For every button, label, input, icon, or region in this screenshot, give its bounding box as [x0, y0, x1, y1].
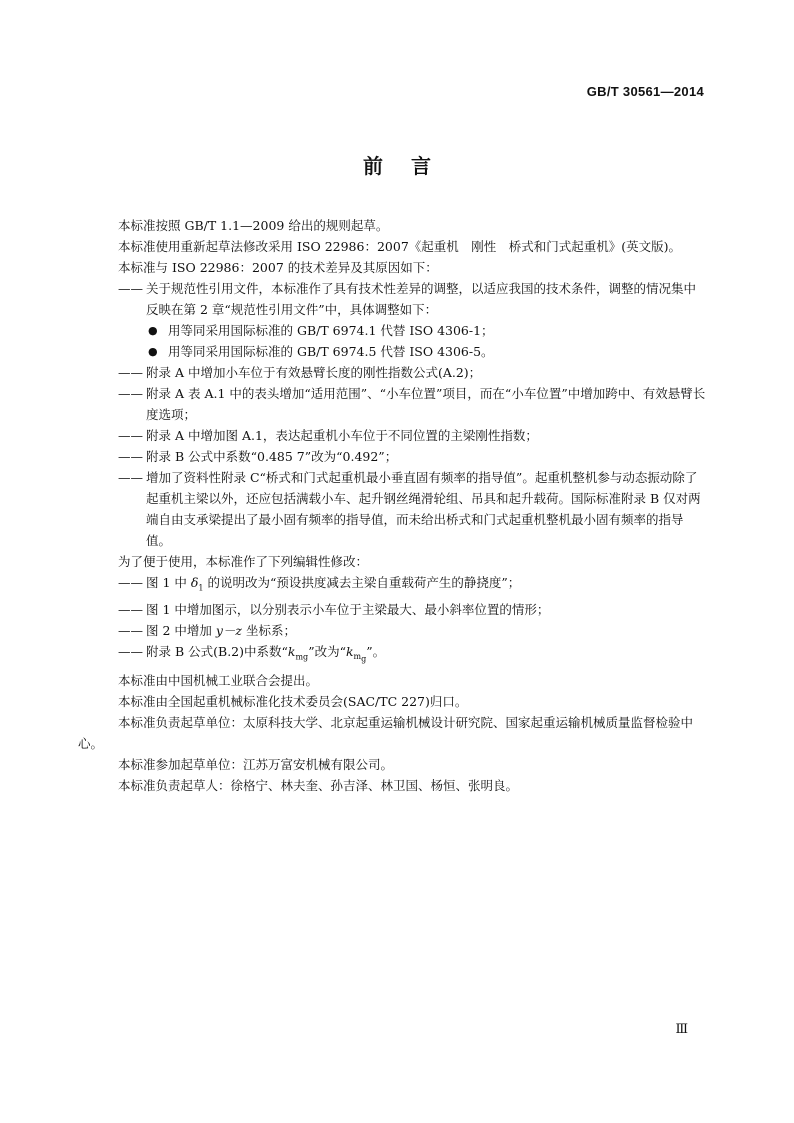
dash-item: [118, 620, 708, 641]
dash-mark: ——: [118, 365, 143, 380]
dash-mark: ——: [118, 386, 143, 401]
paragraph: 本标准由中国机械工业联合会提出。: [118, 672, 319, 688]
dash-item-text: 增加了资料性附录 C“桥式和门式起重机最小垂直固有频率的指导值”。起重机整机参与动态振动除了起重机主梁以外，还应包括满载小车、起升钢丝绳滑轮组、吊具和起升载荷。国际标准附录 B 仅对两端自由支承梁提出了最小固有频率的指导值，而未给出桥式和门式起重机整机最小固有频率的指导值。: [146, 470, 701, 548]
dash-mark: ——: [118, 449, 143, 464]
dash-item: [118, 572, 708, 599]
symbol-k: k: [287, 643, 296, 659]
symbol-delta: δ: [190, 575, 199, 590]
bullet-item: [118, 341, 708, 362]
text-segment: 附录 B 公式(B.2)中系数“: [146, 643, 288, 659]
dash-item: [118, 362, 708, 383]
text-segment: 图 2 中增加: [146, 622, 216, 638]
symbol-sub-subscript: g: [361, 654, 367, 664]
dash-mark: ——: [118, 428, 143, 443]
dash-item-text: 附录 A 中增加小车位于有效悬臂长度的刚性指数公式(A.2)；: [146, 365, 482, 380]
paragraph: 本标准与 ISO 22986：2007 的技术差异及其原因如下：: [118, 260, 438, 275]
paragraph: 本标准按照 GB/T 1.1—2009 给出的规则起草。: [118, 218, 389, 233]
symbol-yz: y－z: [215, 622, 243, 638]
dash-item: [118, 467, 708, 551]
dash-mark: ——: [118, 601, 143, 617]
symbol-subscript: [353, 652, 367, 664]
dash-item-text: [146, 641, 708, 670]
paragraph: 为了便于使用，本标准作了下列编辑性修改：: [118, 554, 369, 569]
dash-item-text: 附录 A 表 A.1 中的表头增加“适用范围”、“小车位置”项目，而在“小车位置”中增加跨中、有效悬臂长度选项；: [146, 386, 706, 422]
dash-item: [118, 278, 708, 320]
dash-mark: ——: [118, 281, 143, 296]
bullet-icon: ●: [148, 345, 158, 358]
page-number: Ⅲ: [675, 1022, 688, 1037]
page-title: 前言: [363, 154, 459, 178]
dash-mark: ——: [118, 575, 143, 590]
paragraph: 本标准负责起草单位：太原科技大学、北京起重运输机械设计研究院、国家起重运输机械质量监督检验中心。: [78, 714, 694, 751]
bullet-item-text: 用等同采用国际标准的 GB/T 6974.5 代替 ISO 4306-5。: [168, 344, 494, 359]
standard-code: GB/T 30561—2014: [586, 84, 704, 99]
text-segment: ”。: [366, 643, 386, 659]
dash-mark: ——: [118, 470, 143, 485]
foreword-body: [78, 215, 708, 796]
text-segment: 图 1 中: [146, 575, 191, 590]
paragraph: 本标准由全国起重机械标准化技术委员会(SAC/TC 227)归口。: [118, 693, 468, 709]
paragraph: 本标准使用重新起草法修改采用 ISO 22986：2007《起重机 刚性 桥式和门式起重机》(英文版)。: [118, 239, 682, 254]
symbol-subscript: 1: [198, 583, 204, 593]
text-segment: ”改为“: [308, 643, 346, 659]
dash-item-text: 附录 B 公式中系数“0.485 7”改为“0.492”；: [146, 449, 398, 464]
bullet-item: [118, 320, 708, 341]
dash-mark: ——: [118, 622, 143, 638]
dash-item-text: 附录 A 中增加图 A.1，表达起重机小车位于不同位置的主梁刚性指数；: [146, 428, 538, 443]
dash-item: [118, 446, 708, 467]
dash-item-text: [146, 572, 708, 599]
bullet-icon: ●: [148, 324, 158, 337]
subscript-part: m: [353, 652, 362, 661]
dash-item-text: [146, 620, 708, 641]
symbol-subscript: mg: [295, 652, 309, 661]
text-segment: 坐标系；: [242, 622, 297, 638]
dash-item-text: 图 1 中增加图示，以分别表示小车位于主梁最大、最小斜率位置的情形；: [146, 601, 550, 617]
dash-item-text: 关于规范性引用文件，本标准作了具有技术性差异的调整，以适应我国的技术条件，调整的情况集中反映在第 2 章“规范性引用文件”中，具体调整如下：: [146, 281, 697, 317]
paragraph: 本标准负责起草人：徐格宁、林夫奎、孙吉泽、林卫国、杨恒、张明良。: [118, 777, 519, 793]
dash-item: [118, 425, 708, 446]
dash-item: [118, 383, 708, 425]
dash-item: [118, 599, 708, 620]
dash-item: [118, 641, 708, 670]
dash-mark: ——: [118, 643, 143, 659]
text-segment: 的说明改为“预设拱度减去主梁自重载荷产生的静挠度”；: [203, 575, 521, 590]
paragraph: 本标准参加起草单位：江苏万富安机械有限公司。: [118, 756, 394, 772]
bullet-item-text: 用等同采用国际标准的 GB/T 6974.1 代替 ISO 4306-1；: [168, 323, 494, 338]
symbol-k: k: [345, 643, 354, 659]
